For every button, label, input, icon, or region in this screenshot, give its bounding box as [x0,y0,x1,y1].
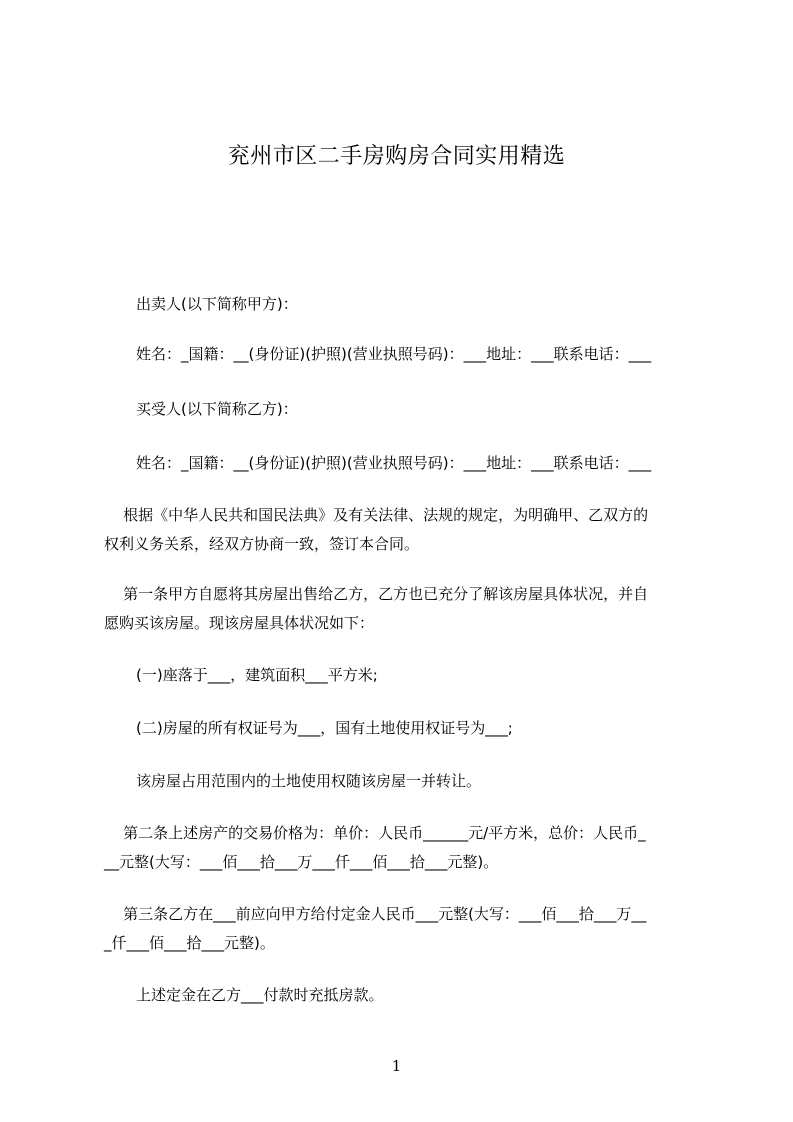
paragraph-line: (二)房屋的所有权证号为___，国有土地使用权证号为___; [136,719,513,737]
article-2-paragraph [104,819,700,877]
certificate-item [104,714,700,743]
paragraph-line: 第三条乙方在___前应向甲方给付定金人民币___元整(大写：___佰___拾___万__ [104,905,647,923]
paragraph-line: 出卖人(以下简称甲方)： [136,295,298,313]
paragraph-line: (一)座落于___，建筑面积___平方米; [136,666,378,684]
paragraph-line: 第二条上述房产的交易价格为：单价：人民币______元/平方米，总价：人民币_ [104,824,646,842]
article-3-paragraph [104,900,700,958]
buyer-heading [104,395,700,424]
deposit-paragraph [104,981,700,1010]
seller-heading [104,290,700,319]
paragraph-line: 姓名：_国籍：__(身份证)(护照)(营业执照号码)：___地址：___联系电话：___ [136,345,652,363]
paragraph-line: 买受人(以下简称乙方)： [136,400,298,418]
paragraph-line: 权利义务关系，经双方协商一致，签订本合同。 [104,535,420,553]
document-title: 兖州市区二手房购房合同实用精选 [227,144,566,169]
paragraph-line: 上述定金在乙方___付款时充抵房款。 [136,986,384,1004]
paragraph-line: __元整(大写：___佰___拾___万___仟___佰___拾___元整)。 [104,853,499,871]
preamble-paragraph [104,501,700,559]
land-use-paragraph [104,767,700,796]
paragraph-line: _仟___佰___拾___元整)。 [104,934,275,952]
buyer-info [104,449,700,478]
paragraph-line: 愿购买该房屋。现该房屋具体状况如下： [104,614,375,632]
page-number: 1 [391,1057,402,1075]
seller-info [104,340,700,369]
location-item [104,661,700,690]
paragraph-line: 姓名：_国籍：__(身份证)(护照)(营业执照号码)：___地址：___联系电话：___ [136,454,652,472]
paragraph-line: 第一条甲方自愿将其房屋出售给乙方，乙方也已充分了解该房屋具体状况，并自 [104,585,649,603]
article-1-paragraph [104,580,700,638]
paragraph-line: 该房屋占用范围内的土地使用权随该房屋一并转让。 [136,772,482,790]
paragraph-line: 根据《中华人民共和国民法典》及有关法律、法规的规定，为明确甲、乙双方的 [104,506,649,524]
